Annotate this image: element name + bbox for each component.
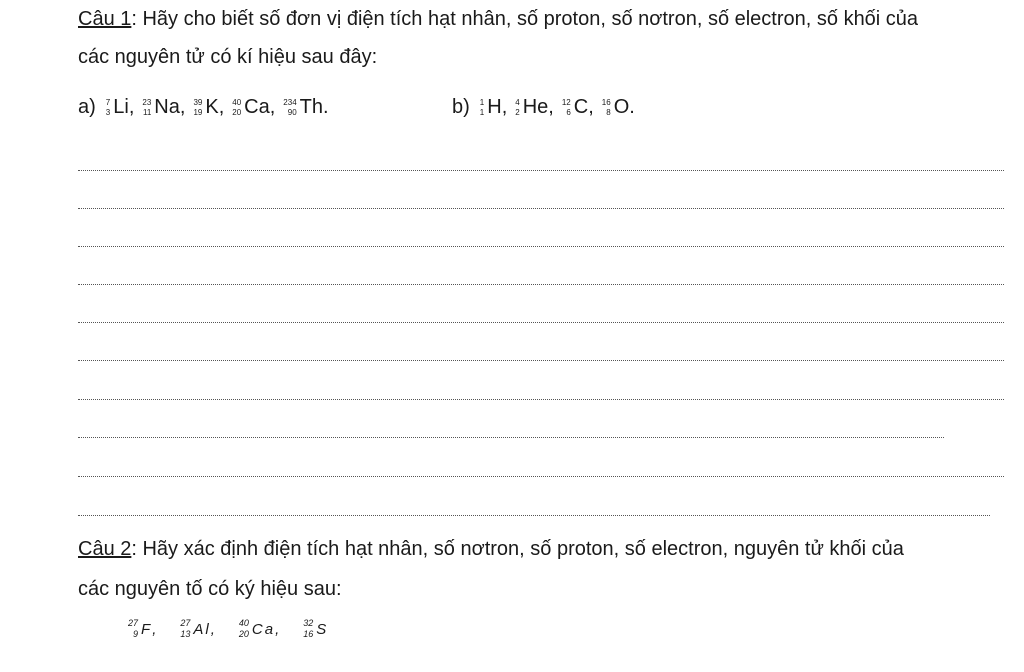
mass-number: 12 (561, 97, 571, 107)
q2-line-2 (78, 578, 342, 601)
mass-number: 23 (142, 97, 152, 107)
answer-line-4 (78, 284, 1004, 285)
mass-number: 40 (232, 97, 242, 107)
mass-number: 40 (238, 618, 249, 628)
atomic-number: 8 (606, 107, 611, 117)
q1-part-b (452, 96, 643, 119)
isotope-s (303, 618, 328, 640)
element-symbol: Li (113, 96, 129, 118)
isotope-numbers (232, 98, 241, 118)
element-symbol: C (573, 96, 589, 118)
atomic-number: 19 (193, 107, 203, 117)
q1-label: Câu 1 (78, 8, 132, 30)
separator: . (629, 96, 635, 118)
q2-line-1 (78, 538, 904, 561)
q2-isotopes (128, 618, 328, 640)
separator: , (210, 620, 215, 638)
mass-number: 1 (479, 97, 485, 107)
element-symbol: Th (299, 96, 323, 118)
isotope-f (128, 618, 156, 640)
part-b-isotopes (480, 96, 643, 119)
atomic-number: 2 (515, 107, 520, 117)
q1-line-2 (78, 46, 377, 69)
q2-text-1: : Hãy xác định điện tích hạt nhân, số nơtron, số proton, số electron, nguyên tử khối của (131, 538, 904, 560)
element-symbol: S (316, 620, 329, 638)
atomic-number: 6 (566, 107, 571, 117)
isotope-k (193, 96, 224, 119)
isotope-al (180, 618, 215, 640)
separator: , (269, 96, 276, 118)
atomic-number: 13 (180, 629, 191, 639)
separator: , (128, 96, 135, 118)
answer-line-1 (78, 170, 1004, 171)
isotope-th (283, 96, 328, 119)
mass-number: 32 (303, 618, 314, 628)
separator: , (152, 620, 157, 638)
answer-line-9 (78, 476, 1004, 477)
mass-number: 27 (180, 618, 191, 628)
element-symbol: K (205, 96, 219, 118)
isotope-c (562, 96, 594, 119)
isotope-numbers (515, 98, 519, 118)
q1-part-a (78, 96, 337, 119)
separator: , (218, 96, 225, 118)
mass-number: 234 (283, 97, 297, 107)
element-symbol: Ca (244, 96, 270, 118)
isotope-o (602, 96, 635, 119)
part-b-label: b) (452, 96, 470, 118)
separator: . (323, 96, 329, 118)
atomic-number: 9 (133, 629, 139, 639)
atomic-number: 1 (479, 107, 485, 117)
atomic-number: 16 (303, 629, 314, 639)
answer-line-2 (78, 208, 1004, 209)
mass-number: 16 (601, 97, 611, 107)
isotope-he (515, 96, 554, 119)
q1-line-1 (78, 8, 918, 31)
answer-line-6 (78, 360, 1004, 361)
q2-text-2: các nguyên tố có ký hiệu sau: (78, 578, 342, 600)
separator: , (501, 96, 508, 118)
isotope-numbers (303, 618, 313, 640)
isotope-numbers (180, 618, 190, 640)
separator: , (275, 620, 280, 638)
mass-number: 27 (128, 618, 139, 628)
q1-text-1: : Hãy cho biết số đơn vị điện tích hạt nhân, số proton, số nơtron, số electron, số khối của (131, 8, 919, 30)
answer-line-5 (78, 322, 1004, 323)
q2-label: Câu 2 (78, 538, 132, 560)
element-symbol: Ca (251, 620, 276, 638)
isotope-na (142, 96, 185, 119)
answer-line-8 (78, 437, 944, 438)
atomic-number: 90 (287, 107, 297, 117)
part-a-label: a) (78, 96, 96, 118)
isotope-numbers (283, 98, 296, 118)
element-symbol: He (522, 96, 549, 118)
isotope-numbers (602, 98, 611, 118)
separator: , (548, 96, 554, 118)
isotope-ca (239, 618, 279, 640)
isotope-ca (232, 96, 275, 119)
q1-text-2: các nguyên tử có kí hiệu sau đây: (78, 46, 378, 68)
atomic-number: 20 (238, 629, 249, 639)
separator: , (179, 96, 186, 118)
part-a-isotopes (106, 96, 337, 119)
element-symbol: Na (154, 96, 180, 118)
isotope-numbers (239, 618, 249, 640)
atomic-number: 3 (105, 107, 111, 117)
mass-number: 7 (105, 97, 111, 107)
element-symbol: F (141, 620, 153, 638)
isotope-numbers (128, 618, 138, 640)
element-symbol: H (487, 96, 502, 118)
mass-number: 39 (193, 97, 203, 107)
answer-line-7 (78, 399, 1004, 400)
atomic-number: 20 (232, 107, 242, 117)
isotope-numbers (106, 98, 110, 118)
isotope-numbers (562, 98, 571, 118)
answer-line-3 (78, 246, 1004, 247)
isotope-li (106, 96, 135, 119)
element-symbol: Al (193, 620, 211, 638)
atomic-number: 11 (142, 107, 152, 117)
isotope-numbers (480, 98, 484, 118)
isotope-numbers (193, 98, 202, 118)
mass-number: 4 (515, 97, 520, 107)
isotope-numbers (142, 98, 151, 118)
element-symbol: O (613, 96, 630, 118)
answer-line-10 (78, 515, 990, 516)
isotope-h (480, 96, 507, 119)
separator: , (588, 96, 594, 118)
